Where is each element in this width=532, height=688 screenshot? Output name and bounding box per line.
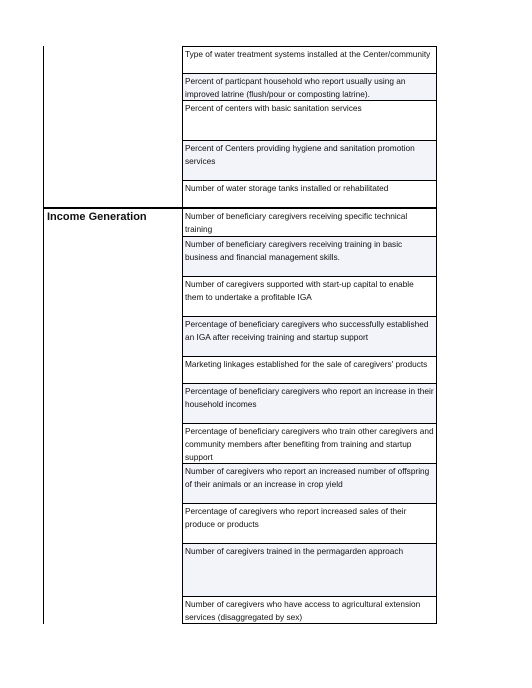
indicator-item: Number of caregivers supported with start-up capital to enable them to undertake a profitable IGA [183, 276, 436, 316]
category-cell [44, 46, 183, 208]
indicator-item: Number of beneficiary caregivers receiving training in basic business and financial management skills. [183, 236, 436, 276]
indicator-item: Number of caregivers who have access to agricultural extension services (disaggregated by sex) [183, 596, 436, 624]
indicator-item: Number of caregivers who report an increased number of offspring of their animals or an increase in crop yield [183, 463, 436, 503]
indicator-item: Number of caregivers trained in the permagarden approach [183, 543, 436, 596]
indicator-item: Percentage of caregivers who report increased sales of their produce or products [183, 503, 436, 543]
indicator-item: Percent of Centers providing hygiene and sanitation promotion services [183, 140, 436, 180]
category-title [44, 46, 182, 48]
indicator-list [183, 46, 437, 208]
indicator-item: Percent of centers with basic sanitation services [183, 100, 436, 140]
indicator-item: Percent of particpant household who report usually using an improved latrine (flush/pour or composting latrine). [183, 73, 436, 100]
water-sanitation-row [44, 46, 437, 208]
indicator-item: Percentage of beneficiary caregivers who successfully established an IGA after receiving training and startup support [183, 316, 436, 356]
income-generation-row [44, 208, 437, 624]
indicator-item: Type of water treatment systems installed at the Center/community [183, 46, 436, 73]
indicator-item: Percentage of beneficiary caregivers who report an increase in their household incomes [183, 383, 436, 423]
indicator-list [183, 208, 437, 624]
category-cell [44, 208, 183, 624]
indicator-item: Percentage of beneficiary caregivers who train other caregivers and community members after benefiting from training and startup support [183, 423, 436, 463]
indicator-item: Marketing linkages established for the sale of caregivers' products [183, 356, 436, 383]
category-title: Income Generation [47, 211, 147, 223]
indicator-item: Number of beneficiary caregivers receiving specific technical training [185, 211, 408, 234]
indicator-table [43, 46, 437, 624]
indicator-item: Number of water storage tanks installed or rehabilitated [183, 180, 436, 207]
